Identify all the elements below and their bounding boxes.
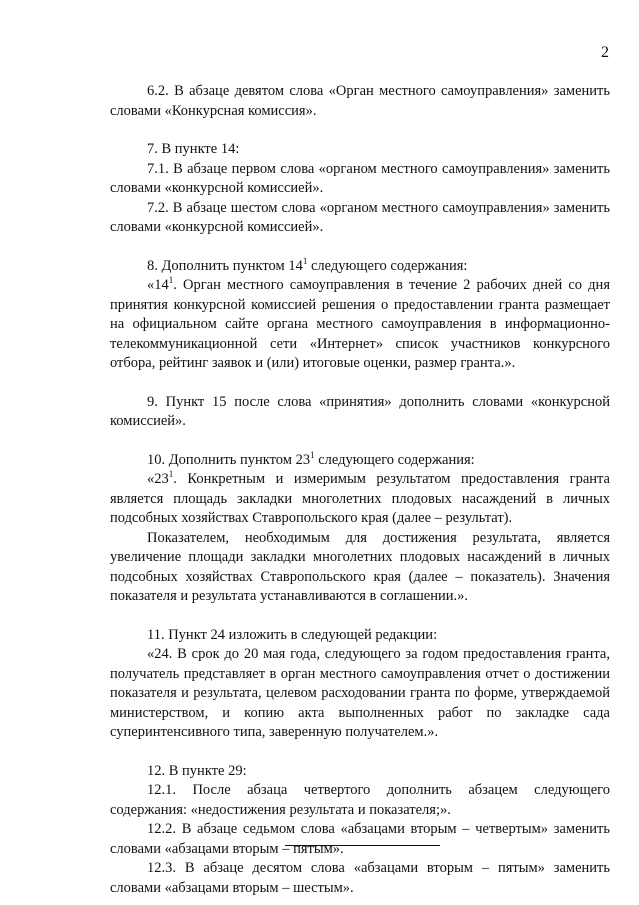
paragraph: 11. Пункт 24 изложить в следующей редакции: bbox=[147, 626, 438, 643]
paragraph bbox=[110, 451, 610, 471]
paragraph bbox=[110, 257, 610, 277]
paragraph-text: 10. Дополнить пунктом 23 bbox=[147, 451, 311, 468]
paragraph-text: «23 bbox=[147, 471, 169, 487]
paragraph-text: следующего содержания: bbox=[307, 257, 468, 274]
paragraph: 12.3. В абзаце десятом слова «абзацами вторым – пятым» заменить словами «абзацами вторым – шестым». bbox=[110, 860, 610, 896]
paragraph-text: следующего содержания: bbox=[314, 451, 475, 468]
paragraph: «24. В срок до 20 мая года, следующего за годом предоставления гранта, получатель представляет в орган местного самоуправления отчет о достижении показателя и результата, целевом расходовании гранта по форме, утверждаемой министерством, и копию акта выполненных работ по закладке сада суперинтенсивного типа, заверенную получателем.». bbox=[110, 646, 610, 740]
superscript-index: 1 bbox=[302, 255, 308, 266]
superscript-index: 1 bbox=[310, 449, 315, 460]
superscript-index: 1 bbox=[168, 275, 174, 285]
paragraph: 7.1. В абзаце первом слова «органом местного самоуправления» заменить словами «конкурсной комиссией». bbox=[110, 160, 610, 196]
paragraph: 12.2. В абзаце седьмом слова «абзацами вторым – четвертым» заменить словами «абзацами вторым – пятым». bbox=[110, 821, 610, 857]
document-body bbox=[110, 82, 610, 898]
paragraph-text: 8. Дополнить пунктом 14 bbox=[147, 257, 303, 274]
page-number: 2 bbox=[601, 44, 609, 61]
paragraph: 6.2. В абзаце девятом слова «Орган местного самоуправления» заменить словами «Конкурсная комиссия». bbox=[110, 83, 610, 119]
superscript-index: 1 bbox=[168, 469, 174, 479]
paragraph-text: . Конкретным и измеримым результатом предоставления гранта является площадь закладки многолетних плодовых насаждений в личных подсобных хозяйствах Ставропольского края (далее – результат). bbox=[110, 471, 610, 526]
paragraph: 12.1. После абзаца четвертого дополнить абзацем следующего содержания: «недостижения результата и показателя;». bbox=[110, 782, 610, 818]
paragraph: Показателем, необходимым для достижения результата, является увеличение площади закладки многолетних плодовых насаждений в личных подсобных хозяйствах Ставропольского края (далее – показатель). Значения показателя и результата устанавливаются в соглашении.». bbox=[110, 529, 610, 604]
paragraph: 9. Пункт 15 после слова «принятия» дополнить словами «конкурсной комиссией». bbox=[110, 393, 610, 429]
paragraph bbox=[110, 276, 610, 374]
paragraph: 12. В пункте 29: bbox=[147, 762, 247, 779]
paragraph bbox=[110, 470, 610, 529]
paragraph: 7.2. В абзаце шестом слова «органом местного самоуправления» заменить словами «конкурсной комиссией». bbox=[110, 199, 610, 235]
paragraph-text: «14 bbox=[147, 277, 169, 293]
paragraph: 7. В пункте 14: bbox=[147, 141, 240, 157]
paragraph-text: . Орган местного самоуправления в течение 2 рабочих дней со дня принятия конкурсной комиссией решения о предоставлении гранта размещает на официальном сайте органа местного самоуправления в информационно-телекоммуникационной сети «Интернет» список участников конкурсного отбора, рейтинг заявок и (или) итоговые оценки, размер гранта.». bbox=[110, 277, 610, 371]
footer-separator-line bbox=[285, 845, 440, 846]
